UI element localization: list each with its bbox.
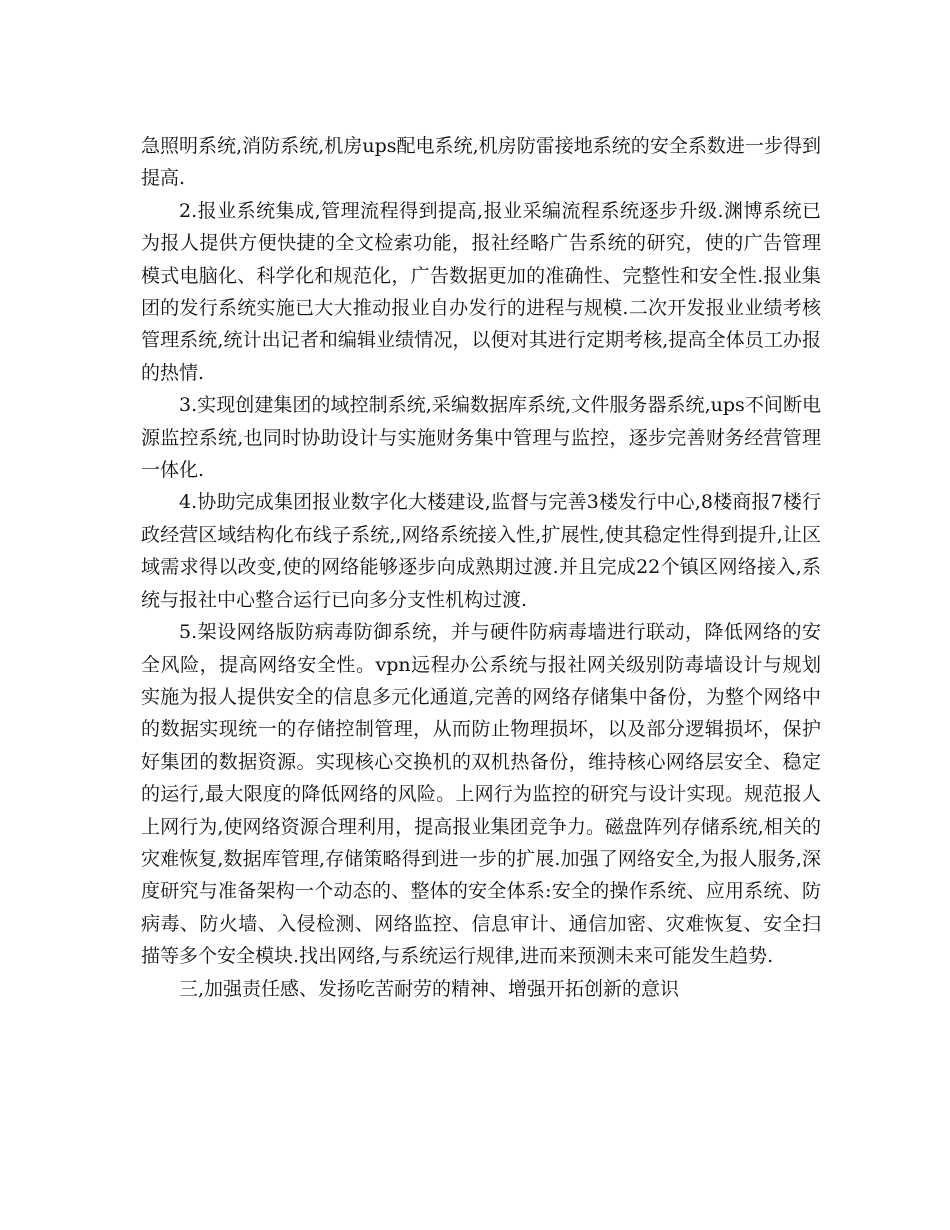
- document-body: [141, 130, 821, 1005]
- paragraph-item-5: 5.架设网络版防病毒防御系统，并与硬件防病毒墙进行联动，降低网络的安全风险，提高网络安全性。vpn远程办公系统与报社网关级别防毒墙设计与规划实施为报人提供安全的信息多元化通道,完善的网络存储集中备份，为整个网络中的数据实现统一的存储控制管理，从而防止物理损坏，以及部分逻辑损坏，保护好集团的数据资源。实现核心交换机的双机热备份，维持核心网络层安全、稳定的运行,最大限度的降低网络的风险。上网行为监控的研究与设计实现。规范报人上网行为,使网络资源合理利用，提高报业集团竞争力。磁盘阵列存储系统,相关的灾难恢复,数据库管理,存储策略得到进一步的扩展.加强了网络安全,为报人服务,深度研究与准备架构一个动态的、整体的安全体系:安全的操作系统、应用系统、防病毒、防火墙、入侵检测、网络监控、信息审计、通信加密、灾难恢复、安全扫描等多个安全模块.找出网络,与系统运行规律,进而来预测未来可能发生趋势.: [141, 621, 821, 968]
- section-heading-three: 三,加强责任感、发扬吃苦耐劳的精神、增强开拓创新的意识: [179, 977, 680, 1000]
- paragraph-item-3: 3.实现创建集团的域控制系统,采编数据库系统,文件服务器系统,ups不间断电源监控系统,也同时协助设计与实施财务集中管理与监控，逐步完善财务经营管理一体化.: [141, 394, 821, 482]
- paragraph-continuation: 急照明系统,消防系统,机房ups配电系统,机房防雷接地系统的安全系数进一步得到提高.: [141, 135, 821, 190]
- paragraph-item-4: 4.协助完成集团报业数字化大楼建设,监督与完善3楼发行中心,8楼商报7楼行政经营区域结构化布线子系统,,网络系统接入性,扩展性,使其稳定性得到提升,让区域需求得以改变,使的网络能够逐步向成熟期过渡.并且完成22个镇区网络接入,系统与报社中心整合运行已向多分支性机构过渡.: [141, 491, 821, 611]
- paragraph-item-2: 2.报业系统集成,管理流程得到提高,报业采编流程系统逐步升级.渊博系统已为报人提供方便快捷的全文检索功能，报社经略广告系统的研究，使的广告管理模式电脑化、科学化和规范化，广告数据更加的准确性、完整性和安全性.报业集团的发行系统实施已大大推动报业自办发行的进程与规模.二次开发报业业绩考核管理系统,统计出记者和编辑业绩情况，以便对其进行定期考核,提高全体员工办报的热情.: [141, 199, 821, 384]
